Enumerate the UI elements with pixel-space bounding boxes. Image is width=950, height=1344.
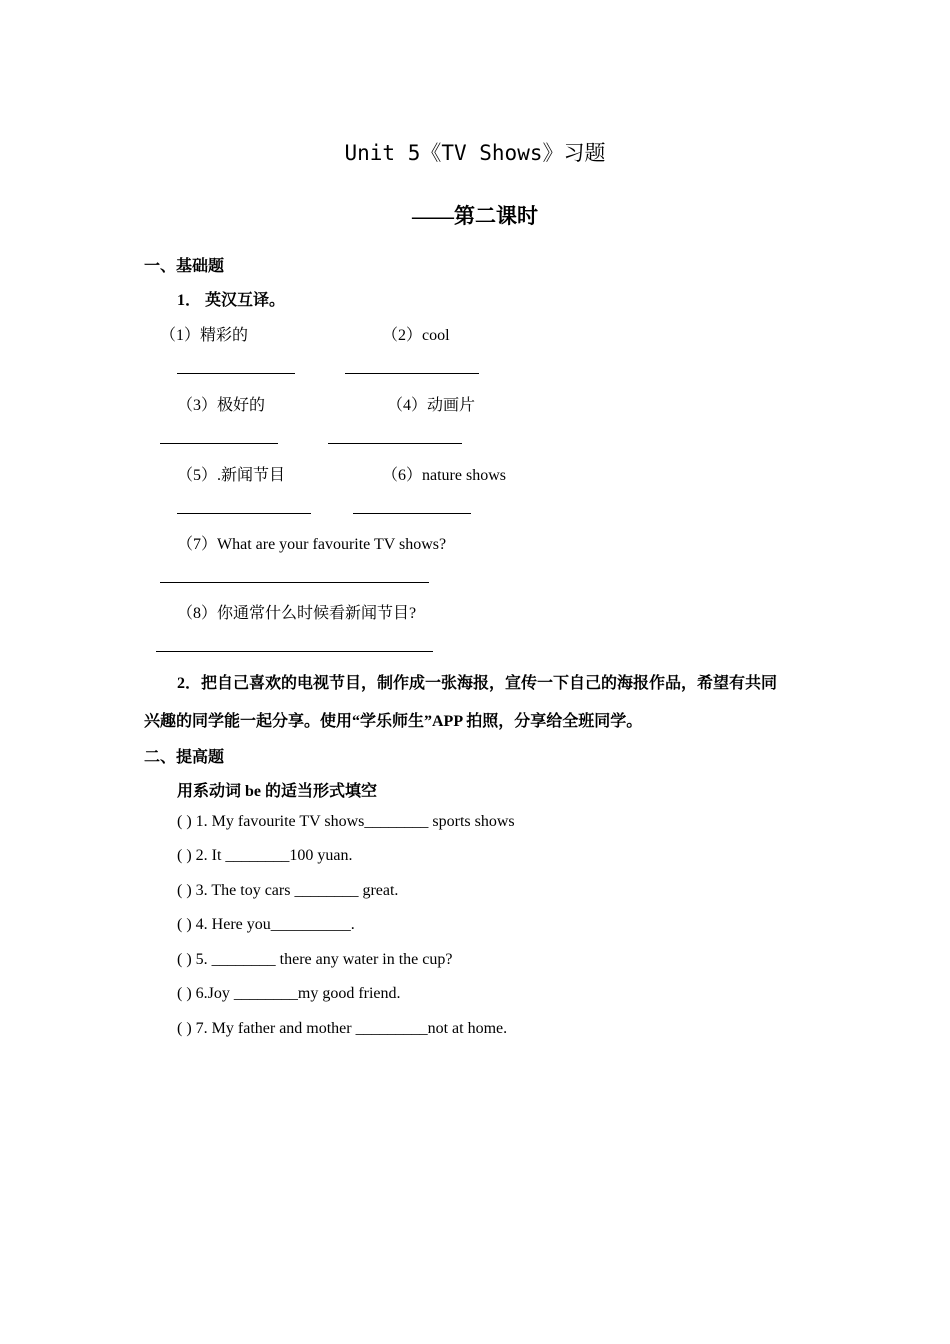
q1-item-6: （6）nature shows [382, 467, 506, 484]
fill-item-4: ( ) 4. Here you__________. [177, 916, 355, 933]
answer-blank [328, 443, 462, 444]
q2-line-1: 2．把自己喜欢的电视节目，制作成一张海报，宣传一下自己的海报作品，希望有共同 [177, 675, 778, 692]
fill-item-1: ( ) 1. My favourite TV shows________ sports shows [177, 813, 515, 830]
fill-item-3: ( ) 3. The toy cars ________ great. [177, 882, 399, 899]
q1-item-8: （8）你通常什么时候看新闻节目? [177, 605, 417, 622]
answer-blank [177, 513, 311, 514]
fill-item-7: ( ) 7. My father and mother _________not at home. [177, 1020, 508, 1037]
q2-line-2: 兴趣的同学能一起分享。使用“学乐师生”APP 拍照，分享给全班同学。 [144, 713, 643, 730]
q1-label: 1． 英汉互译。 [177, 292, 286, 309]
q1-item-5: （5）.新闻节目 [177, 467, 286, 484]
q1-item-3: （3）极好的 [177, 397, 266, 414]
answer-blank [160, 582, 429, 583]
answer-blank [353, 513, 471, 514]
q1-item-2: （2）cool [382, 327, 450, 344]
page-title: Unit 5《TV Shows》习题 [344, 141, 606, 165]
q1-item-7: （7）What are your favourite TV shows? [177, 536, 447, 553]
answer-blank [160, 443, 278, 444]
page-subtitle: ——第二课时 [412, 204, 538, 228]
fill-item-2: ( ) 2. It ________100 yuan. [177, 847, 353, 864]
answer-blank [156, 651, 433, 652]
fill-item-6: ( ) 6.Joy ________my good friend. [177, 985, 401, 1002]
q1-item-1: （1）精彩的 [160, 327, 249, 344]
answer-blank [345, 373, 479, 374]
section2-instruction: 用系动词 be 的适当形式填空 [177, 783, 378, 800]
section1-heading: 一、基础题 [144, 258, 225, 275]
q1-item-4: （4）动画片 [387, 397, 476, 414]
fill-item-5: ( ) 5. ________ there any water in the cup? [177, 951, 453, 968]
answer-blank [177, 373, 295, 374]
section2-heading: 二、提高题 [144, 749, 225, 766]
